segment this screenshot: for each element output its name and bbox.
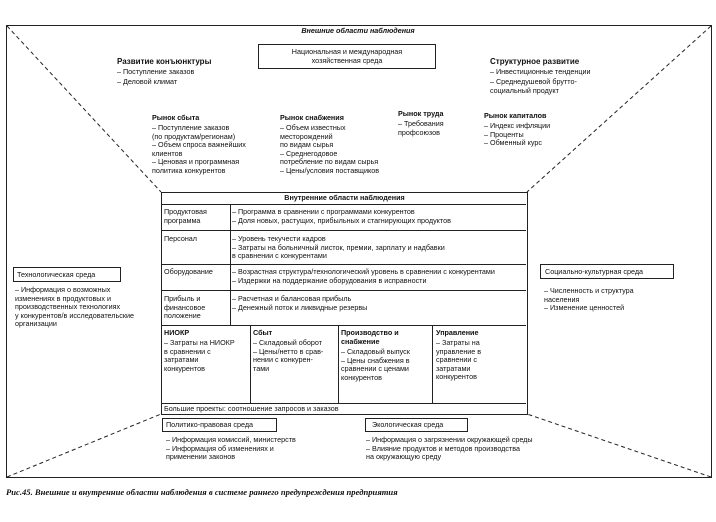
figure-caption [6, 487, 398, 497]
inner-divider [162, 264, 526, 265]
col-text-management: – Затраты на управление в сравнении с затратами конкурентов [436, 338, 482, 382]
row-label-profit: Прибыль и финансовое положение [164, 294, 206, 321]
supply-market-title: Рынок снабжения [280, 113, 344, 122]
ecological-env-title: Экологическая среда [372, 420, 444, 429]
figure-number: Рис.45. [6, 487, 33, 497]
ecological-env-text: – Информация о загрязнении окружающей среды – Влияние продуктов и методов производства на окружающую среду [366, 435, 533, 462]
sales-market-text: – Поступление заказов (по продуктам/регионам) – Объем спроса важнейших клиентов – Ценовая и программная политика конкурентов [152, 123, 246, 175]
structural-item-2: – Среднедушевой брутто- социальный продукт [490, 77, 577, 95]
col-text-rnd: – Затраты на НИОКР в сравнении с затратами конкурентов [164, 338, 235, 373]
economic-environment-box [258, 44, 436, 69]
inner-divider [162, 325, 526, 326]
conjuncture-item-1: – Поступление заказов [117, 67, 195, 76]
inner-divider [162, 230, 526, 231]
col-title-rnd: НИОКР [164, 328, 190, 337]
capital-market-text: – Индекс инфляции – Проценты – Обменный курс [484, 121, 551, 148]
technology-env-box [13, 267, 121, 282]
label-column-divider [230, 204, 231, 325]
sociocultural-env-text: – Численность и структура населения – Изменение ценностей [544, 286, 634, 313]
big-projects: Большие проекты: соотношение запросов и заказов [164, 404, 339, 413]
outer-title: Внешние области наблюдения [301, 26, 415, 35]
col-divider [250, 325, 251, 403]
figure-caption-text: Внешние и внутренние области наблюдения в системе раннего предупреждения предприятия [32, 487, 398, 497]
political-legal-env-title: Политико-правовая среда [166, 420, 254, 429]
labor-market-title: Рынок труда [398, 109, 444, 118]
row-text-equipment: – Возрастная структура/технологический уровень в сравнении с конкурентами – Издержки на поддержание оборудования в исправности [232, 267, 495, 285]
inner-divider [162, 204, 526, 205]
technology-env-title: Технологическая среда [17, 270, 96, 279]
conjuncture-title: Развитие конъюнктуры [117, 57, 212, 66]
political-legal-env-box [162, 418, 277, 432]
internal-areas-title: Внутренние области наблюдения [284, 193, 405, 202]
col-text-sales: – Складовый оборот – Цены/нетто в срав- нении с конкурен- тами [253, 338, 324, 373]
col-title-sales: Сбыт [253, 328, 273, 337]
row-text-personnel: – Уровень текучести кадров – Затраты на больничный листок, премии, зарплату и надбавки в сравнении с конкурентами [232, 234, 445, 261]
sales-market-title: Рынок сбыта [152, 113, 200, 122]
labor-market-text: – Требования профсоюзов [398, 119, 444, 137]
col-text-production: – Складовый выпуск – Цены снабжения в сравнении с ценами конкурентов [341, 347, 410, 382]
political-legal-env-text: – Информация комиссий, министерств – Информация об изменениях и применении законов [166, 435, 296, 462]
row-label-equipment: Оборудование [164, 267, 213, 276]
col-title-management: Управление [436, 328, 479, 337]
structural-item-1: – Инвестиционные тенденции [490, 67, 591, 76]
structural-title: Структурное развитие [490, 57, 580, 66]
col-divider [338, 325, 339, 403]
conjuncture-item-2: – Деловой климат [117, 77, 178, 86]
row-text-profit: – Расчетная и балансовая прибыль – Денежный поток и ликвидные резервы [232, 294, 368, 312]
col-title-production: Производство и снабжение [341, 328, 399, 346]
capital-market-title: Рынок капиталов [484, 111, 547, 120]
ecological-env-box [365, 418, 468, 432]
supply-market-text: – Объем известных месторождений по видам сырья – Среднегодовое потребление по видам сырья – Цены/условия поставщиков [280, 123, 380, 175]
technology-env-text: – Информация о возможных изменениях в продуктовых и производственных технологиях у конкурентов/в исследовательские организации [15, 285, 134, 329]
sociocultural-env-box [540, 264, 674, 279]
inner-divider [162, 290, 526, 291]
row-label-personnel: Персонал [164, 234, 197, 243]
col-divider [432, 325, 433, 403]
row-label-products: Продуктовая программа [164, 207, 207, 225]
sociocultural-env-title: Социально-культурная среда [545, 267, 644, 276]
row-text-products: – Программа в сравнении с программами конкурентов – Доля новых, растущих, прибыльных и стагнирующих продуктов [232, 207, 451, 225]
economic-environment-label: Национальная и международная хозяйственная среда [291, 47, 403, 65]
